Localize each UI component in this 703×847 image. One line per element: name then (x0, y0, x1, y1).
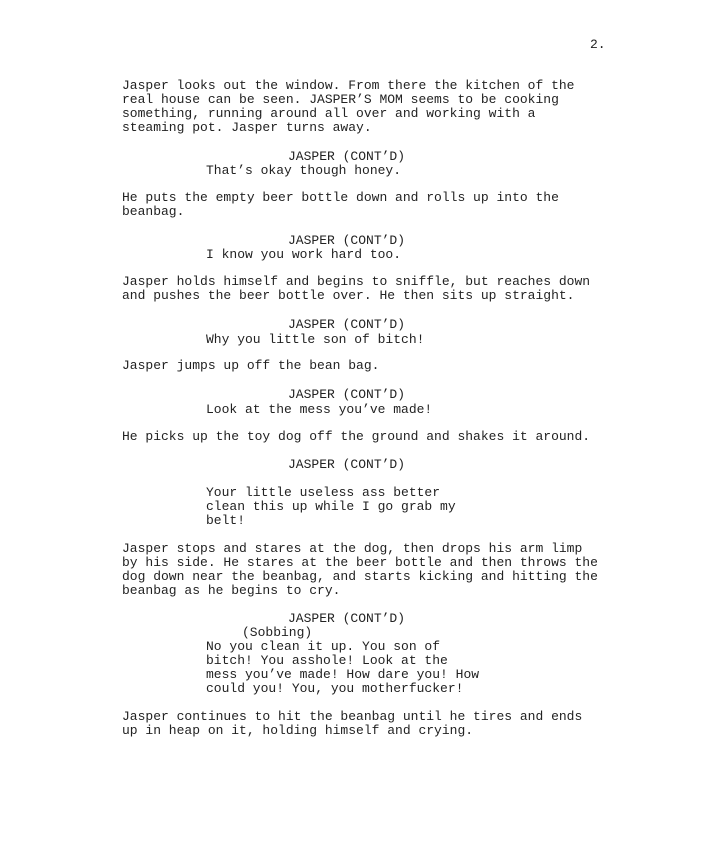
character-name: JASPER (CONT’D) (288, 317, 406, 332)
dialogue-line: I know you work hard too. (206, 247, 402, 262)
action-line: He picks up the toy dog off the ground and shakes it around. (122, 429, 591, 444)
dialogue-line: Your little useless ass better clean this up while I go grab my belt! (206, 485, 456, 528)
action-line: Jasper continues to hit the beanbag until he tires and ends up in heap on it, holding himself and crying. (122, 709, 583, 738)
dialogue-line: Why you little son of bitch! (206, 332, 425, 347)
dialogue-line: That’s okay though honey. (206, 163, 402, 178)
character-name: JASPER (CONT’D) (288, 611, 406, 626)
character-name: JASPER (CONT’D) (288, 233, 406, 248)
action-line: Jasper looks out the window. From there the kitchen of the real house can be seen. JASPER’S MOM seems to be cooking something, running around all over and working with a steaming pot. Jasper turns away. (122, 78, 575, 135)
character-name: JASPER (CONT’D) (288, 387, 406, 402)
dialogue-line: No you clean it up. You son of bitch! You asshole! Look at the mess you’ve made! How dare you! How could you! You, you motherfucker! (206, 639, 480, 696)
action-line: Jasper holds himself and begins to sniffle, but reaches down and pushes the beer bottle over. He then sits up straight. (122, 274, 591, 303)
page-number: 2. (590, 37, 606, 52)
parenthetical: (Sobbing) (242, 625, 313, 640)
character-name: JASPER (CONT’D) (288, 457, 406, 472)
character-name: JASPER (CONT’D) (288, 149, 406, 164)
action-line: He puts the empty beer bottle down and rolls up into the beanbag. (122, 190, 559, 219)
action-line: Jasper stops and stares at the dog, then drops his arm limp by his side. He stares at the beer bottle and then throws the dog down near the beanbag, and starts kicking and hitting the beanbag as he begins to cry. (122, 541, 598, 598)
dialogue-line: Look at the mess you’ve made! (206, 402, 433, 417)
action-line: Jasper jumps up off the bean bag. (122, 358, 380, 373)
